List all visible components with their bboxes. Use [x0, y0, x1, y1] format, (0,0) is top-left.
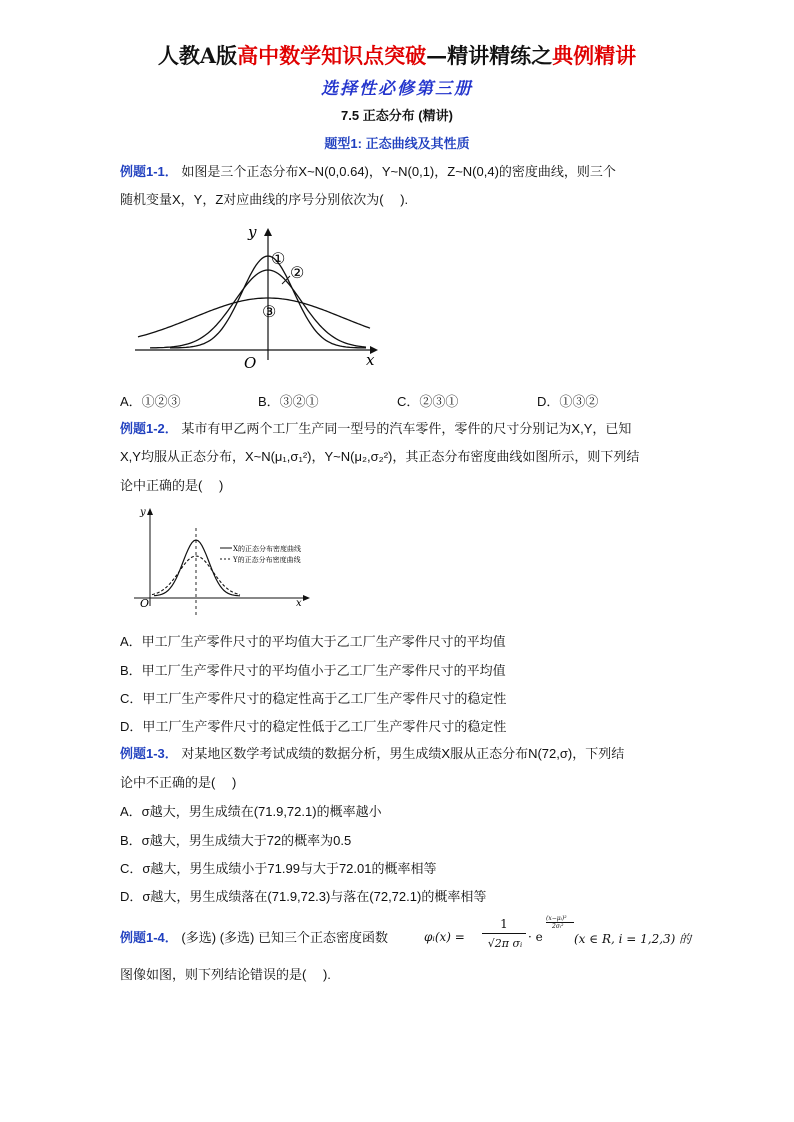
q1-origin-label: O: [244, 354, 257, 372]
q2-legend-y: Y的正态分布密度曲线: [233, 556, 301, 564]
document-header: [0, 40, 794, 70]
q3-option-d: D．σ越大，男生成绩落在(71.9,72.3)与落在(72,72.1)的概率相等: [120, 889, 487, 904]
q4-line2: 图像如图，则下列结论错误的是( ).: [120, 967, 331, 982]
q1-option-a: A．①②③: [120, 394, 181, 409]
topic-title: 题型1: 正态曲线及其性质: [324, 136, 470, 151]
q2-legend-x: X的正态分布密度曲线: [233, 545, 301, 553]
q3-option-a: A．σ越大，男生成绩在(71.9,72.1)的概率越小: [120, 804, 382, 819]
q2-option-c: C．甲工厂生产零件尺寸的稳定性高于乙工厂生产零件尺寸的稳定性: [120, 691, 507, 706]
header-part2: 高中数学知识点突破: [237, 43, 427, 68]
q1-curve-3: [138, 298, 370, 337]
q1-curve3-label: ③: [262, 302, 277, 321]
q2-option-b: B．甲工厂生产零件尺寸的平均值小于乙工厂生产零件尺寸的平均值: [120, 663, 506, 678]
q2-x-arrow: [303, 595, 310, 601]
q4-formula-dot: · e: [528, 930, 543, 944]
q2-x-label: x: [296, 598, 302, 609]
q1-y-arrow: [264, 228, 272, 236]
q4-formula-lhs: φᵢ(x) =: [424, 930, 465, 944]
q3-line2: 论中不正确的是( ): [120, 775, 237, 790]
q3-text1: 对某地区数学考试成绩的数据分析，男生成绩X服从正态分布N(72,σ)，下列结: [181, 746, 625, 761]
q3-label: 例题1-3．: [120, 746, 178, 761]
header-part1: 人教A版: [157, 43, 238, 68]
q2-option-a: A．甲工厂生产零件尺寸的平均值大于乙工厂生产零件尺寸的平均值: [120, 634, 506, 649]
q1-figure: [130, 222, 390, 372]
q2-label: 例题1-2．: [120, 421, 178, 436]
q4-label: 例题1-4．: [120, 930, 178, 945]
section-title: 7.5 正态分布 (精讲): [341, 108, 453, 123]
q1-option-d: D．①③②: [537, 394, 599, 409]
q4-line1: [120, 928, 388, 948]
q4-formula-num: 1: [500, 917, 508, 931]
q1-x-label: x: [366, 351, 375, 369]
q2-y-arrow: [147, 508, 153, 515]
q3-line1: [120, 744, 624, 764]
q1-option-c: C．②③①: [397, 394, 459, 409]
q1-curve1-label: ①: [271, 249, 286, 268]
q4-formula-exp-num: (x−μᵢ)²: [546, 915, 567, 922]
q2-option-d: D．甲工厂生产零件尺寸的稳定性低于乙工厂生产零件尺寸的稳定性: [120, 719, 507, 734]
q2-line2: X,Y均服从正态分布，X~N(μ₁,σ₁²)，Y~N(μ₂,σ₂²)，其正态分布密度曲线如图所示，则下列结: [120, 449, 640, 464]
q4-formula-den: √2π σᵢ: [487, 937, 523, 950]
q2-line3: 论中正确的是( ): [120, 478, 224, 493]
q2-line1: [120, 419, 631, 439]
q3-option-b: B．σ越大，男生成绩大于72的概率为0.5: [120, 833, 352, 848]
q1-label: 例题1-1．: [120, 164, 178, 179]
q1-option-b: B．③②①: [258, 394, 319, 409]
header-part4: 典例精讲: [552, 43, 637, 68]
q4-formula-bar: [482, 933, 526, 934]
q1-curve2-label: ②: [290, 263, 305, 282]
q4-formula-tail: (x ∈ R, i = 1,2,3) 的: [574, 932, 692, 946]
q1-y-label: y: [248, 223, 257, 241]
header-part3: —精讲精练之: [426, 43, 553, 68]
q4-formula-exp-den: 2σᵢ²: [552, 923, 564, 930]
q1-line2: 随机变量X，Y，Z对应曲线的序号分别依次为( ).: [120, 192, 409, 207]
q2-text1: 某市有甲乙两个工厂生产同一型号的汽车零件，零件的尺寸分别记为X,Y，已知: [181, 421, 632, 436]
q4-text1: (多选) (多选) 已知三个正态密度函数: [181, 930, 388, 945]
q1-line1: [120, 162, 616, 182]
q1-curve-2: [150, 270, 366, 348]
q2-origin-label: O: [140, 597, 150, 610]
q3-option-c: C．σ越大，男生成绩小于71.99与大于72.01的概率相等: [120, 861, 437, 876]
q2-figure: [130, 502, 320, 617]
q2-y-label: y: [140, 507, 146, 518]
q1-text1: 如图是三个正态分布X~N(0,0.64)，Y~N(0,1)，Z~N(0,4)的密度曲线，则三个: [181, 164, 616, 179]
header-subtitle: 选择性必修第三册: [321, 79, 473, 99]
